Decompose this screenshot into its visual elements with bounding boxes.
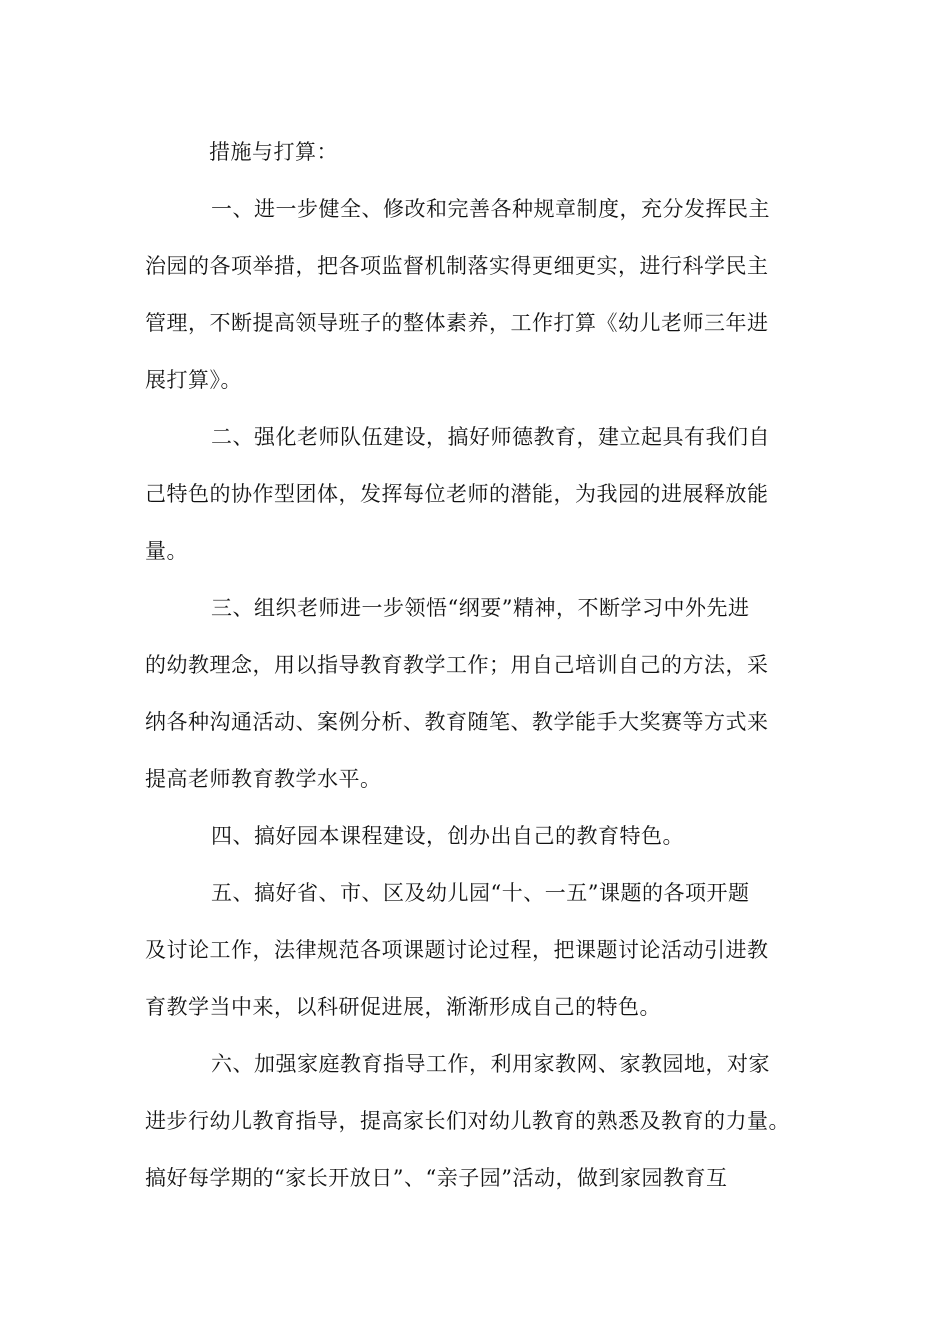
paragraph-3-line-3: 纳各种沟通活动、案例分析、教育随笔、教学能手大奖赛等方式来 — [145, 710, 769, 734]
paragraph-5-line-1: 五、搞好省、市、区及幼儿园“十、一五”课题的各项开题 — [211, 881, 750, 905]
section-heading: 措施与打算： — [209, 140, 338, 164]
paragraph-2-line-1: 二、强化老师队伍建设，搞好师德教育，建立起具有我们自 — [211, 425, 770, 449]
paragraph-4-line-1: 四、搞好园本课程建设，创办出自己的教育特色。 — [211, 824, 684, 848]
paragraph-2-line-3: 量。 — [145, 539, 188, 563]
paragraph-3-line-2: 的幼教理念，用以指导教育教学工作；用自己培训自己的方法，采 — [145, 653, 769, 677]
paragraph-3-line-1: 三、组织老师进一步领悟“纲要”精神，不断学习中外先进 — [211, 596, 750, 620]
paragraph-1-line-1: 一、进一步健全、修改和完善各种规章制度，充分发挥民主 — [211, 197, 770, 221]
paragraph-1-line-2: 治园的各项举措，把各项监督机制落实得更细更实，进行科学民主 — [145, 254, 769, 278]
paragraph-5-line-2: 及讨论工作，法律规范各项课题讨论过程，把课题讨论活动引进教 — [145, 938, 769, 962]
paragraph-6-line-1: 六、加强家庭教育指导工作，利用家教网、家教园地，对家 — [211, 1052, 770, 1076]
paragraph-1-line-3: 管理，不断提高领导班子的整体素养，工作打算《幼儿老师三年进 — [145, 311, 769, 335]
paragraph-5-line-3: 育教学当中来，以科研促进展，渐渐形成自己的特色。 — [145, 995, 661, 1019]
document-body — [145, 135, 825, 1218]
paragraph-6-line-2: 进步行幼儿教育指导，提高家长们对幼儿教育的熟悉及教育的力量。 — [145, 1109, 790, 1133]
paragraph-1-line-4: 展打算》。 — [145, 368, 242, 392]
paragraph-2-line-2: 己特色的协作型团体，发挥每位老师的潜能，为我园的进展释放能 — [145, 482, 769, 506]
paragraph-3-line-4: 提高老师教育教学水平。 — [145, 767, 382, 791]
paragraph-6-line-3: 搞好每学期的“家长开放日”、“亲子园”活动，做到家园教育互 — [145, 1166, 728, 1190]
